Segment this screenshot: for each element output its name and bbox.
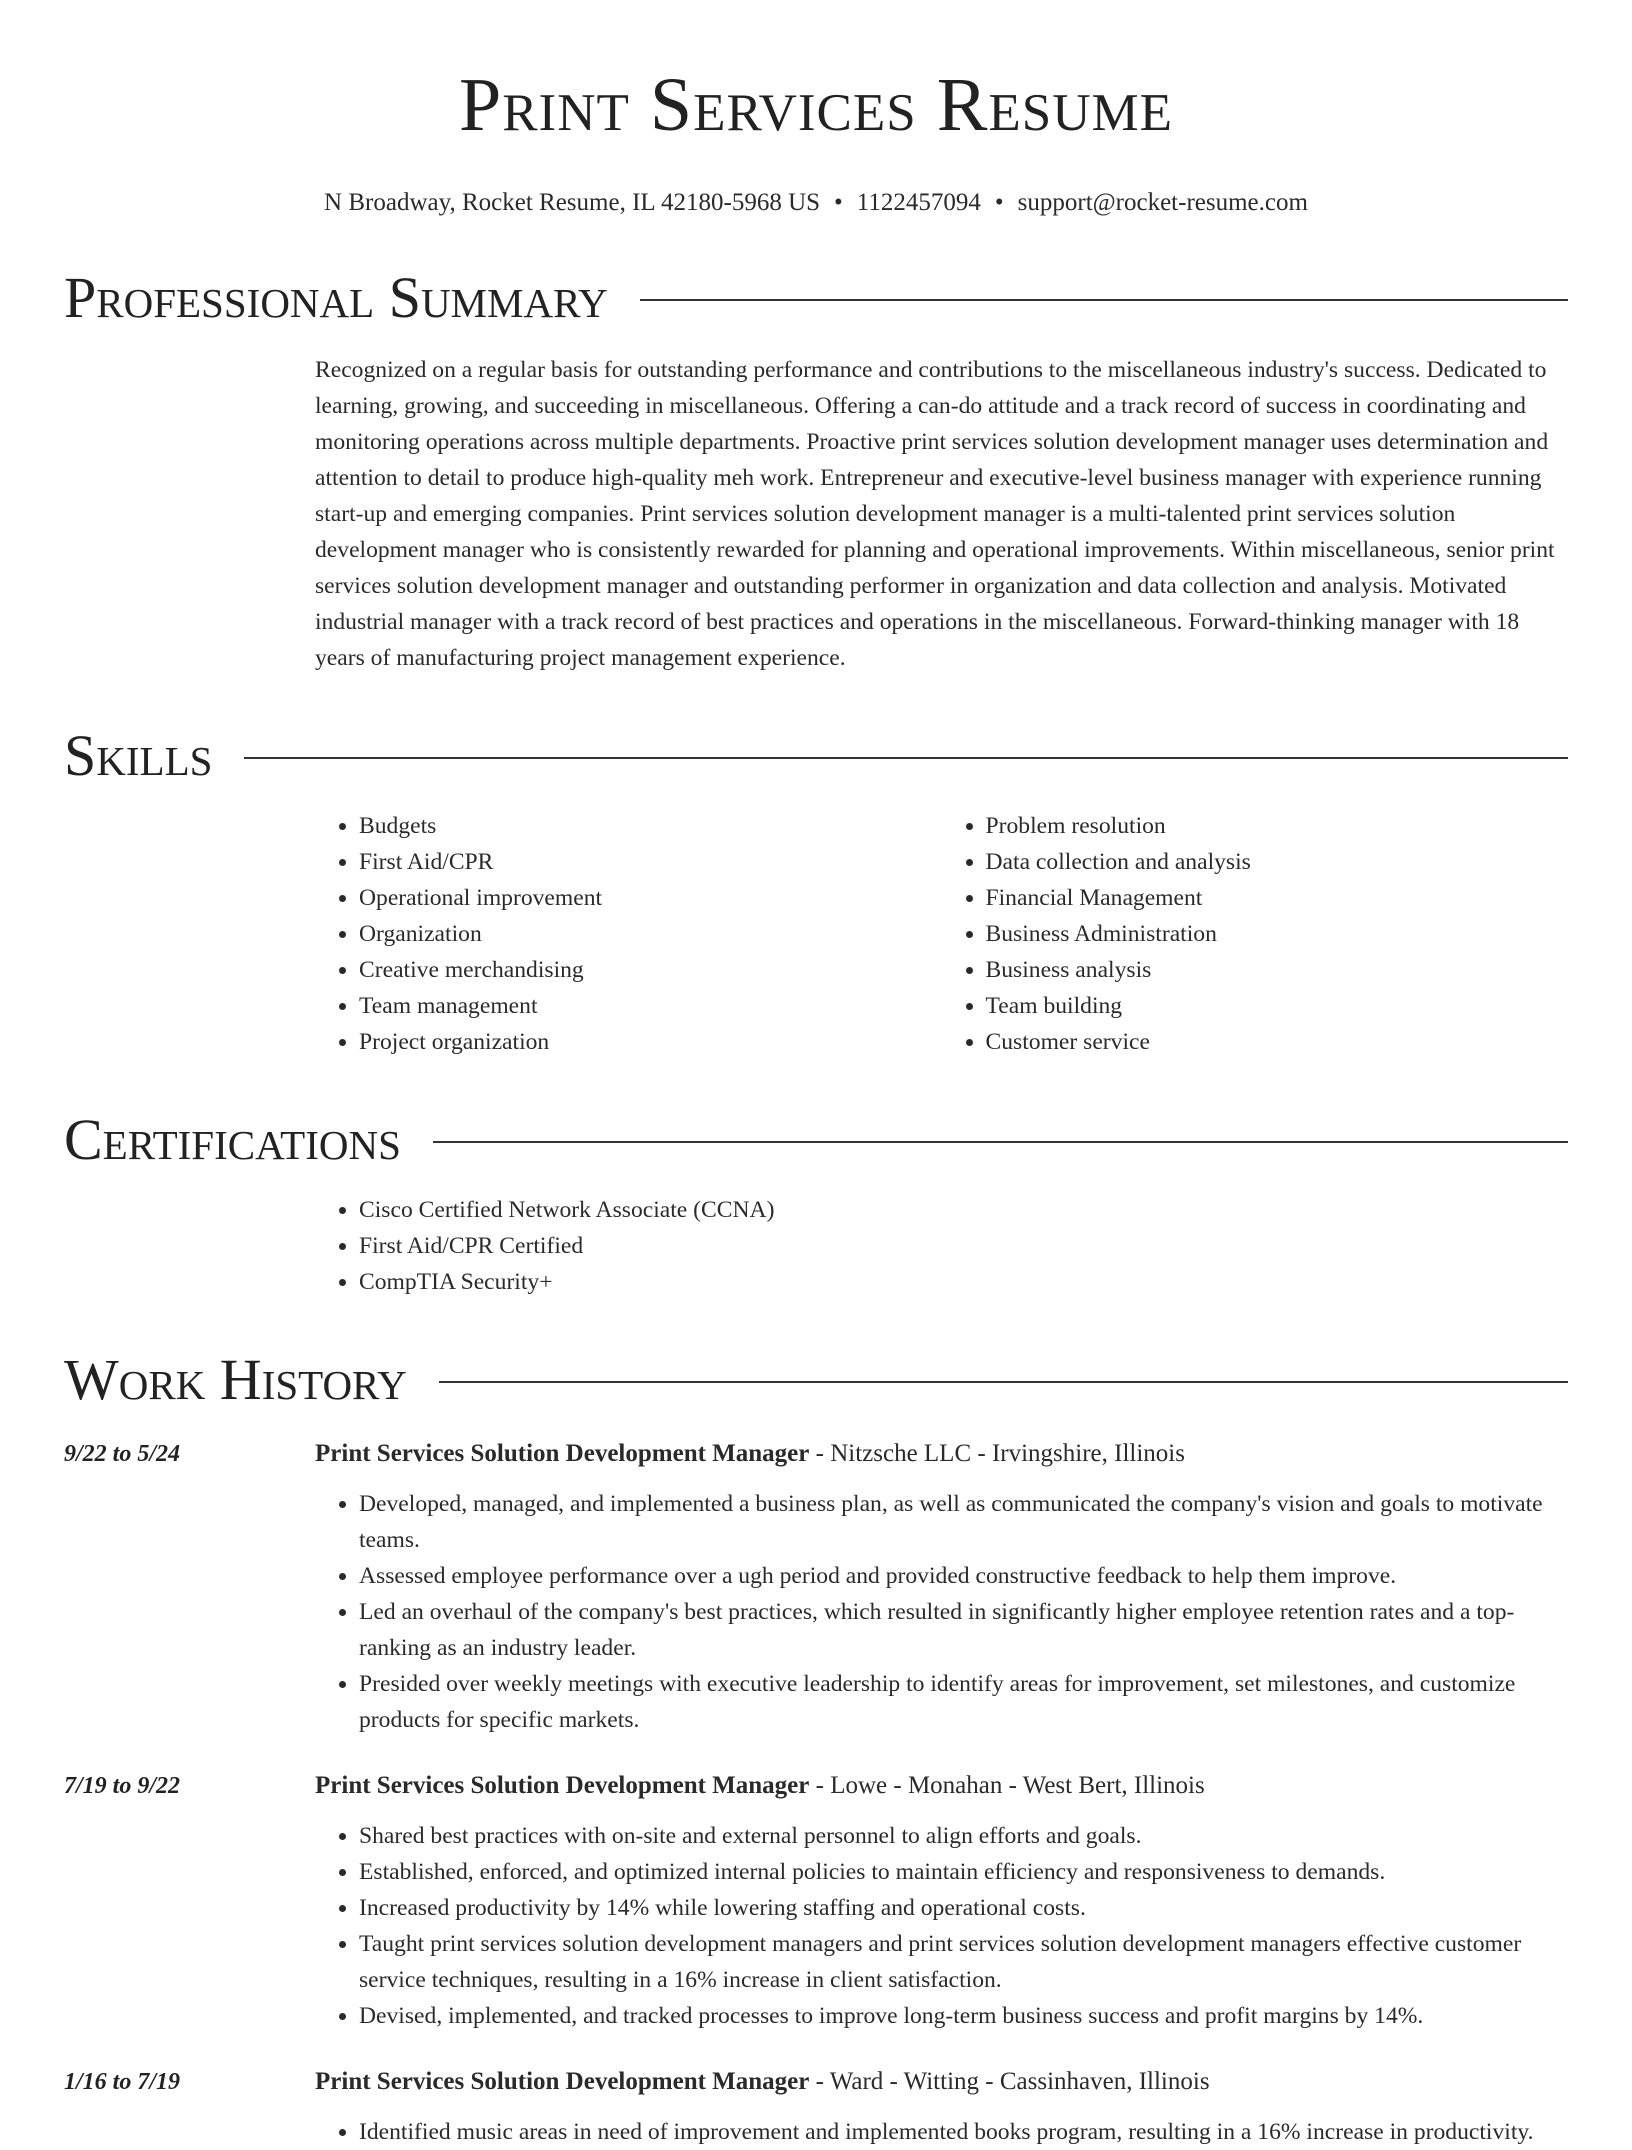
- job-dates: 9/22 to 5/24: [64, 1441, 181, 1467]
- contact-address: N Broadway, Rocket Resume, IL 42180-5968 US: [324, 189, 821, 216]
- job-role: Print Services Solution Development Manager: [315, 1772, 810, 1799]
- contact-separator: •: [834, 189, 843, 216]
- job-role: Print Services Solution Development Manager: [315, 1440, 810, 1467]
- section-divider: [244, 757, 1568, 759]
- contact-separator: •: [994, 189, 1004, 216]
- skill-item: • First Aid/CPR: [359, 844, 942, 880]
- section-title: Professional Summary: [64, 265, 608, 330]
- skills-column-left: [315, 808, 942, 1060]
- job-bullet: • Presided over weekly meetings with executive leadership to identify areas for improvement, set milestones, and customize products for specific markets.: [359, 1666, 1568, 1738]
- contact-email[interactable]: support@rocket-resume.com: [1017, 189, 1308, 216]
- job-headline: [315, 1436, 1568, 1472]
- contact-line: [64, 188, 1568, 218]
- skill-item: • Team management: [359, 988, 942, 1024]
- job-body: [315, 1436, 1568, 1738]
- section-header-summary: [64, 265, 1568, 330]
- section-title: Work History: [64, 1347, 407, 1412]
- section-divider: [433, 1141, 1568, 1143]
- job-headline: [315, 2064, 1568, 2100]
- section-header-certifications: [64, 1107, 1568, 1172]
- certification-item: • First Aid/CPR Certified: [359, 1228, 1568, 1264]
- job-dates: 7/19 to 9/22: [64, 1773, 181, 1799]
- job-role: Print Services Solution Development Manager: [315, 2068, 810, 2095]
- skill-item: • Financial Management: [986, 880, 1569, 916]
- skill-item: • Operational improvement: [359, 880, 942, 916]
- job-body: [315, 1768, 1568, 2034]
- certification-item: • Cisco Certified Network Associate (CCNA): [359, 1192, 1568, 1228]
- job-body: [315, 2064, 1568, 2150]
- skill-item: • Problem resolution: [986, 808, 1569, 844]
- section-header-skills: [64, 723, 1568, 788]
- skill-item: • Customer service: [986, 1024, 1569, 1060]
- skill-item: • Project organization: [359, 1024, 942, 1060]
- skill-item: • Business analysis: [986, 952, 1569, 988]
- skills-list: [315, 808, 1568, 1060]
- skill-item: • Business Administration: [986, 916, 1569, 952]
- certification-item: • CompTIA Security+: [359, 1264, 1568, 1300]
- job-dates: 1/16 to 7/19: [64, 2069, 181, 2095]
- job-entry: [64, 1436, 1568, 1738]
- section-divider: [640, 299, 1568, 301]
- skill-item: • Organization: [359, 916, 942, 952]
- job-company-location: - Nitzsche LLC - Irvingshire, Illinois: [809, 1440, 1185, 1467]
- job-bullet: • Established, enforced, and optimized internal policies to maintain efficiency and responsiveness to demands.: [359, 1854, 1568, 1890]
- page-title: Print Services Resume: [458, 63, 1174, 147]
- job-bullet: • Led an overhaul of the company's best practices, which resulted in significantly higher employee retention rates and a top-ranking as an industry leader.: [359, 1594, 1568, 1666]
- job-entry: [64, 2064, 1568, 2150]
- job-bullets: [315, 1818, 1568, 2034]
- skill-item: • Data collection and analysis: [986, 844, 1569, 880]
- section-divider: [439, 1381, 1568, 1383]
- section-title: Certifications: [64, 1107, 401, 1172]
- skill-item: • Team building: [986, 988, 1569, 1024]
- job-bullet: • Identified music areas in need of improvement and implemented books program, resulting in a 16% increase in productivity.: [359, 2114, 1568, 2150]
- job-bullet: • Developed, managed, and implemented a business plan, as well as communicated the company's vision and goals to motivate teams.: [359, 1486, 1568, 1558]
- job-bullet: • Shared best practices with on-site and external personnel to align efforts and goals.: [359, 1818, 1568, 1854]
- job-bullets: [315, 2114, 1568, 2150]
- certifications-list: [315, 1192, 1568, 1300]
- job-bullet: • Assessed employee performance over a ugh period and provided constructive feedback to help them improve.: [359, 1558, 1568, 1594]
- section-header-work-history: [64, 1347, 1568, 1412]
- job-bullet: • Taught print services solution development managers and print services solution development managers effective customer service techniques, resulting in a 16% increase in client satisfaction.: [359, 1926, 1568, 1998]
- skill-item: • Creative merchandising: [359, 952, 942, 988]
- summary-text: Recognized on a regular basis for outstanding performance and contributions to the miscellaneous industry's success. Dedicated to learning, growing, and succeeding in miscellaneous. Offering a can-do attitude and a track record of success in coordinating and monitoring operations across multiple departments. Proactive print services solution development manager uses determination and attention to detail to produce high-quality meh work. Entrepreneur and executive-level business manager with experience running start-up and emerging companies. Print services solution development manager is a multi-talented print services solution development manager who is consistently rewarded for planning and operational improvements. Within miscellaneous, senior print services solution development manager and outstanding performer in organization and data collection and analysis. Motivated industrial manager with a track record of best practices and operations in the miscellaneous. Forward-thinking manager with 18 years of manufacturing project management experience.: [315, 357, 1555, 671]
- section-title: Skills: [64, 723, 213, 788]
- job-bullets: [315, 1486, 1568, 1738]
- job-bullet: • Devised, implemented, and tracked processes to improve long-term business success and profit margins by 14%.: [359, 1998, 1568, 2034]
- contact-phone: 1122457094: [856, 189, 981, 216]
- job-company-location: - Ward - Witting - Cassinhaven, Illinois: [809, 2068, 1210, 2095]
- skills-column-right: [942, 808, 1569, 1060]
- job-company-location: - Lowe - Monahan - West Bert, Illinois: [809, 1772, 1205, 1799]
- job-headline: [315, 1768, 1568, 1804]
- certifications-bullets: [315, 1192, 1568, 1300]
- job-bullet: • Increased productivity by 14% while lowering staffing and operational costs.: [359, 1890, 1568, 1926]
- job-entry: [64, 1768, 1568, 2034]
- skill-item: • Budgets: [359, 808, 942, 844]
